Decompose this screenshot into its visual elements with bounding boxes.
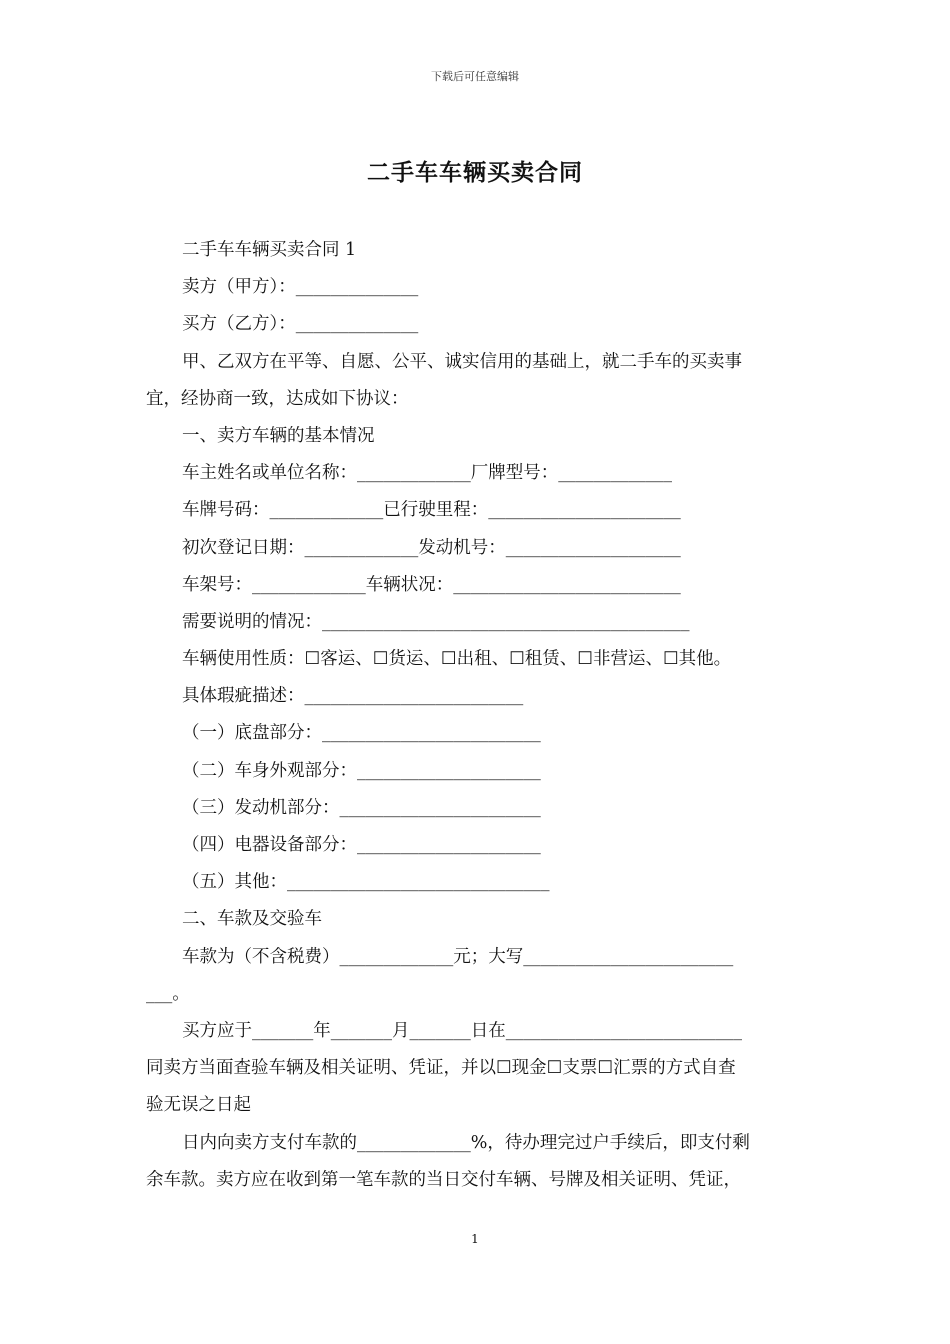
section-heading-2: 二、车款及交验车 (182, 909, 322, 930)
subtitle-line: 二手车车辆买卖合同 1 (182, 240, 357, 260)
body-exterior-line: （二）车身外观部分：_____________________ (182, 760, 541, 781)
usage-type-line: 车辆使用性质：☐客运、☐货运、☐出租、☐租赁、☐非营运、☐其他。 (182, 649, 732, 670)
preamble-line-1: 甲、乙双方在平等、自愿、公平、诚实信用的基础上，就二手车的买卖事 (182, 351, 742, 372)
chassis-line: （一）底盘部分：_________________________ (182, 723, 541, 744)
defects-line: 具体瑕疵描述：_________________________ (182, 686, 524, 707)
document-title: 二手车车辆买卖合同 (367, 159, 583, 186)
buyer-line: 买方（乙方）：______________ (182, 314, 419, 335)
section-heading-1: 一、卖方车辆的基本情况 (182, 425, 375, 446)
preamble-line-2: 宜，经协商一致，达成如下协议： (146, 388, 409, 409)
electrical-line: （四）电器设备部分：_____________________ (182, 835, 541, 855)
inspection-line-1: 买方应于_______年_______月_______日在___________________________ (182, 1020, 742, 1041)
inspection-line-2: 同卖方当面查验车辆及相关证明、凭证，并以☐现金☐支票☐汇票的方式自查 (146, 1058, 736, 1079)
inspection-line-3: 验无误之日起 (146, 1095, 251, 1116)
price-line-2: ___。 (146, 983, 190, 1004)
page-header: 下载后可任意编辑 (431, 70, 519, 83)
notes-line: 需要说明的情况：__________________________________________ (182, 611, 690, 632)
contract-body (146, 232, 808, 1199)
page-number: 1 (471, 1232, 479, 1246)
other-line: （五）其他：______________________________ (182, 872, 550, 893)
registration-date-line: 初次登记日期：_____________发动机号：____________________ (182, 537, 681, 558)
payment-line-1: 日内向卖方支付车款的_____________%，待办理完过户手续后，即支付剩 (182, 1132, 750, 1153)
engine-line: （三）发动机部分：_______________________ (182, 797, 541, 818)
payment-line-2: 余车款。卖方应在收到第一笔车款的当日交付车辆、号牌及相关证明、凭证， (146, 1169, 741, 1190)
price-line-1: 车款为（不含税费）_____________元；大写________________________ (182, 946, 734, 967)
frame-number-line: 车架号：_____________车辆状况：__________________________ (182, 574, 681, 595)
seller-line: 卖方（甲方）：______________ (182, 277, 419, 298)
owner-name-line: 车主姓名或单位名称：_____________厂牌型号：_____________ (182, 463, 672, 484)
plate-number-line: 车牌号码：_____________已行驶里程：______________________ (182, 500, 681, 521)
